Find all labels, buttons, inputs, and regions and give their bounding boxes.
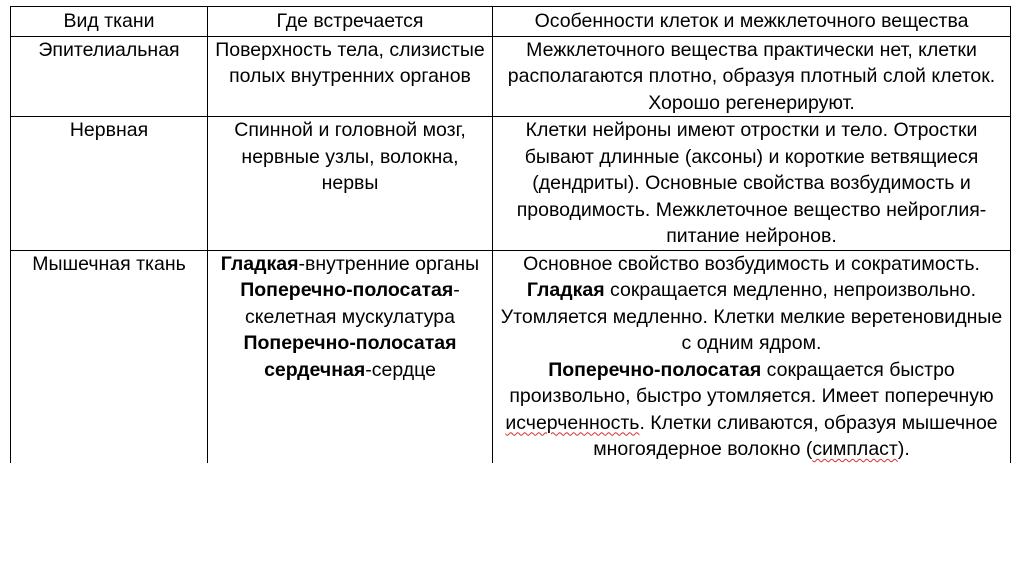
cell-features-nervous: Клетки нейроны имеют отростки и тело. Отростки бывают длинные (аксоны) и короткие ветвящиеся (дендриты). Основные свойства возбудимость и проводимость. Межклеточное вещество нейроглия-питание нейронов. [493, 117, 1011, 251]
features-striated-text-1: сокращается быстро произвольно, быстро утомляется. Имеет поперечную [509, 358, 994, 407]
header-row [11, 7, 1011, 37]
cell-tissue-muscle: Мышечная ткань [11, 250, 208, 463]
spellcheck-word-symplast: симпласт [812, 438, 898, 460]
location-striated [212, 277, 488, 330]
header-features: Особенности клеток и межклеточного вещества [493, 7, 1011, 37]
features-striated-label: Поперечно-полосатая [548, 358, 762, 381]
cell-location-muscle [208, 250, 493, 463]
tissue-table [10, 6, 1011, 463]
cardiac-location-text: -сердце [365, 358, 436, 381]
features-smooth-label: Гладкая [526, 279, 605, 301]
cell-features-epithelial: Межклеточного вещества практически нет, клетки располагаются плотно, образуя плотный слой клеток. Хорошо регенерируют. [493, 36, 1011, 117]
features-striated-text-3: ). [897, 438, 910, 460]
features-intro: Основное свойство возбудимость и сократимость. [523, 252, 980, 275]
location-cardiac [212, 330, 488, 383]
cell-location-epithelial: Поверхность тела, слизистые полых внутренних органов [208, 36, 493, 117]
table-row [11, 250, 1011, 463]
location-smooth [212, 251, 488, 278]
cell-features-muscle [493, 250, 1011, 463]
cell-location-nervous: Спинной и головной мозг, нервные узлы, волокна, нервы [208, 117, 493, 251]
features-smooth [497, 277, 1006, 357]
smooth-label: Гладкая [220, 252, 299, 275]
smooth-location-text: -внутренние органы [298, 252, 480, 275]
header-tissue-type: Вид ткани [11, 7, 208, 37]
header-location: Где встречается [208, 7, 493, 37]
features-smooth-text: сокращается медленно, непроизвольно. Утомляется медленно. Клетки мелкие веретеновидные с одним ядром. [500, 279, 1003, 354]
table-row [11, 36, 1011, 117]
features-striated-text-2: . Клетки сливаются, образуя мышечное многоядерное волокно ( [593, 411, 998, 460]
cardiac-label: Поперечно-полосатая сердечная [243, 332, 457, 381]
cell-tissue-nervous: Нервная [11, 117, 208, 251]
striated-location-text: -скелетная мускулатура [245, 279, 460, 328]
spellcheck-word-striation: исчерченность [505, 411, 640, 434]
features-striated [497, 357, 1006, 463]
table-row [11, 117, 1011, 251]
striated-label: Поперечно-полосатая [240, 279, 454, 301]
cell-tissue-epithelial: Эпителиальная [11, 36, 208, 117]
